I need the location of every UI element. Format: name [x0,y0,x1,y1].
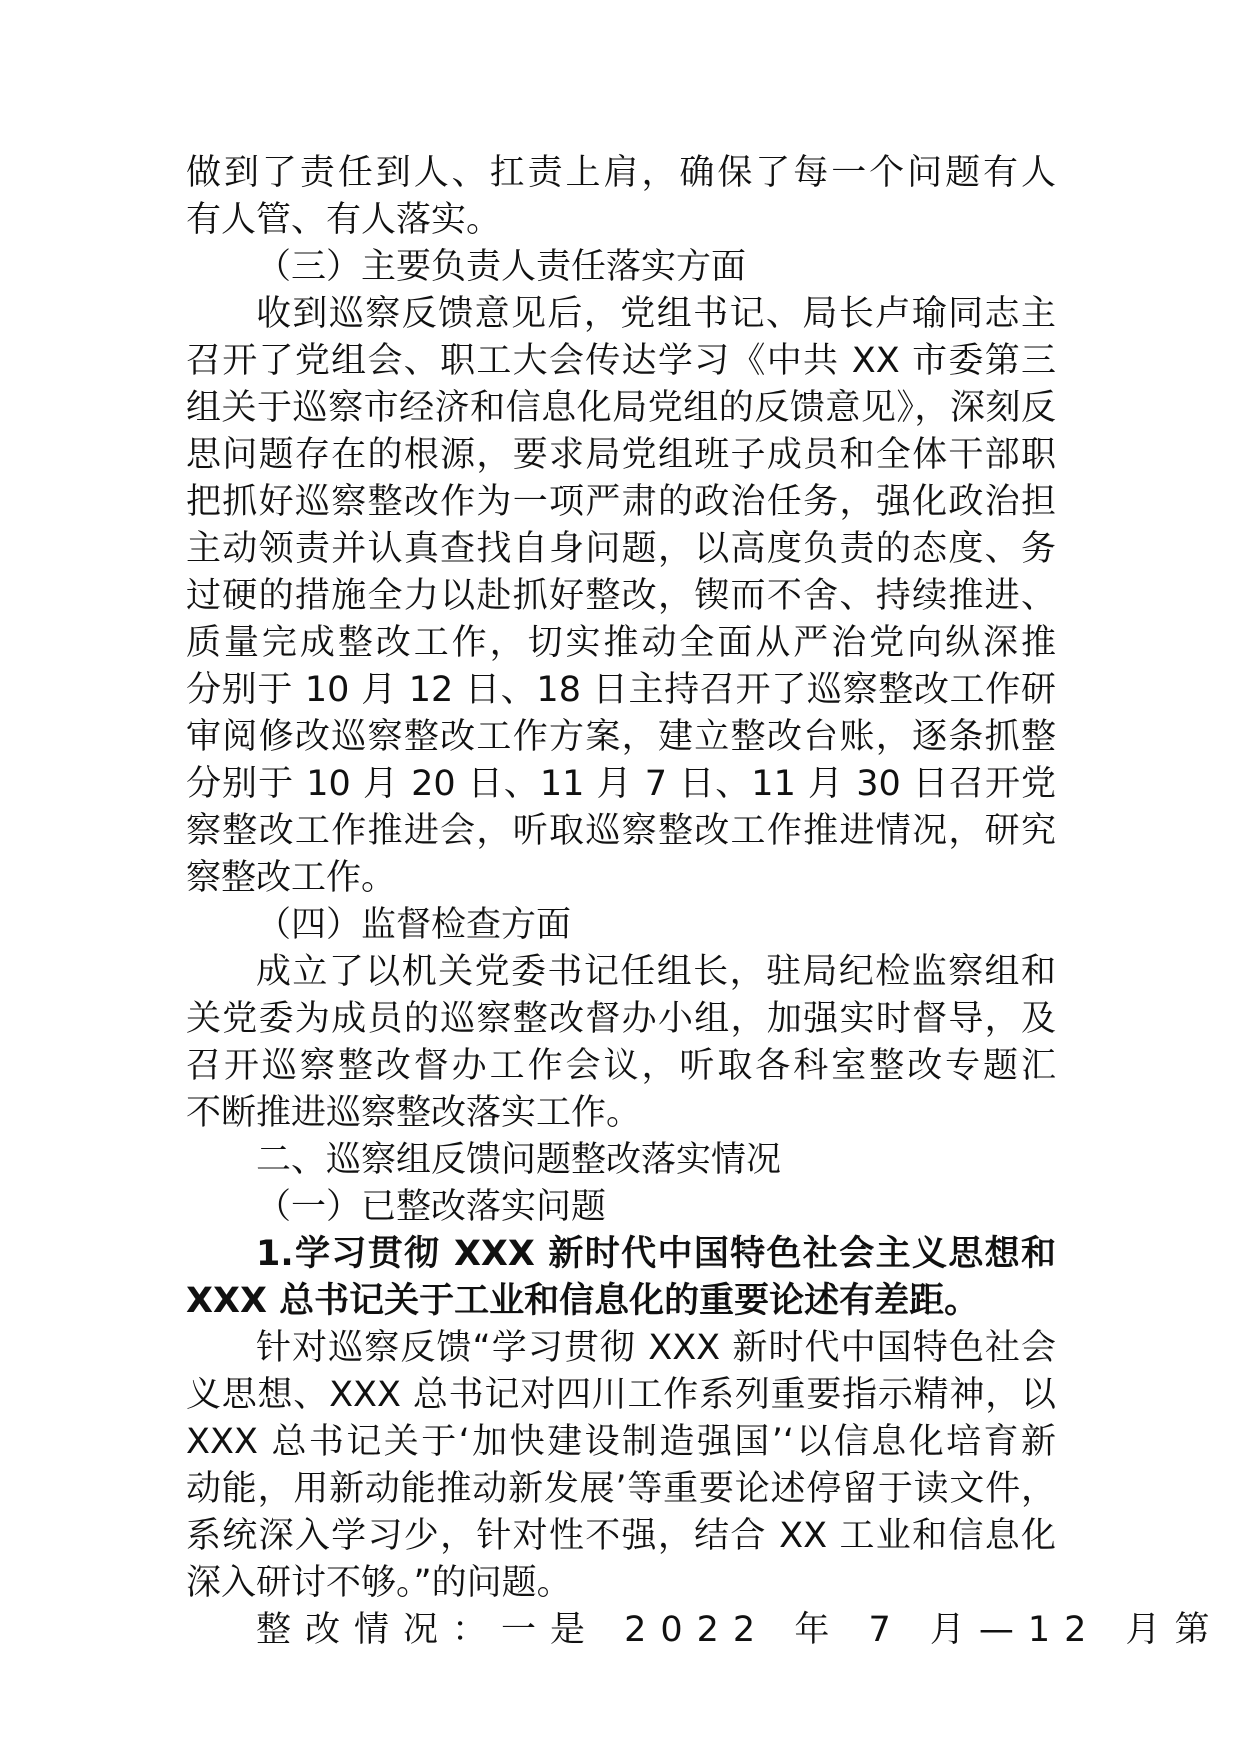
paragraph-line: 关党委为成员的巡察整改督办小组，加强实时督导，及 [186,999,1056,1039]
paragraph-line: 整改情况：一是 2022 年 7 月—12 月第 [256,1610,1224,1650]
paragraph-line: 过硬的措施全力以赴抓好整改，锲而不舍、持续推进、 [186,576,1056,616]
paragraph-line: 成立了以机关党委书记任组长，驻局纪检监察组和 [256,952,1056,992]
paragraph-line: 把抓好巡察整改作为一项严肃的政治任务，强化政治担 [186,482,1056,522]
paragraph-line: 召开了党组会、职工大会传达学习《中共 XX 市委第三 [186,341,1056,381]
paragraph-line: 针对巡察反馈“学习贯彻 XXX 新时代中国特色社会 [256,1328,1056,1368]
paragraph-line: XXX 总书记关于‘加快建设制造强国’‘以信息化培育新 [186,1422,1056,1462]
paragraph-line: 思问题存在的根源，要求局党组班子成员和全体干部职 [186,435,1056,475]
bold-heading-line: 1.学习贯彻 XXX 新时代中国特色社会主义思想和 [256,1234,1056,1274]
paragraph-line: 收到巡察反馈意见后，党组书记、局长卢瑜同志主 [256,294,1056,334]
document-page [186,150,1224,1654]
paragraph-line: 义思想、XXX 总书记对四川工作系列重要指示精神，以 [186,1375,1056,1415]
section-heading: （四）监督检查方面 [256,905,572,945]
paragraph-line: 动能，用新动能推动新发展’等重要论述停留于读文件， [186,1469,1056,1509]
paragraph-line: 质量完成整改工作，切实推动全面从严治党向纵深推 [186,623,1056,663]
section-heading: （三）主要负责人责任落实方面 [256,247,747,287]
section-heading: （一）已整改落实问题 [256,1187,607,1227]
chapter-heading: 二、巡察组反馈问题整改落实情况 [256,1140,782,1180]
paragraph-line: 深入研讨不够。”的问题。 [186,1563,572,1603]
paragraph-line: 做到了责任到人、扛责上肩，确保了每一个问题有人 [186,153,1056,193]
paragraph-line: 审阅修改巡察整改工作方案，建立整改台账，逐条抓整 [186,717,1056,757]
paragraph-line: 不断推进巡察整改落实工作。 [186,1093,642,1133]
paragraph-line: 分别于 10 月 12 日、18 日主持召开了巡察整改工作研 [186,670,1056,710]
paragraph-line: 察整改工作推进会，听取巡察整改工作推进情况，研究 [186,811,1056,851]
paragraph-line: 召开巡察整改督办工作会议，听取各科室整改专题汇 [186,1046,1056,1086]
paragraph-line: 组关于巡察市经济和信息化局党组的反馈意见》，深刻反 [186,388,1056,428]
bold-heading-line: XXX 总书记关于工业和信息化的重要论述有差距。 [186,1281,980,1321]
paragraph-line: 分别于 10 月 20 日、11 月 7 日、11 月 30 日召开党 [186,764,1056,804]
paragraph-line: 主动领责并认真查找自身问题，以高度负责的态度、务 [186,529,1056,569]
paragraph-line: 有人管、有人落实。 [186,200,502,240]
paragraph-line: 系统深入学习少，针对性不强，结合 XX 工业和信息化 [186,1516,1056,1556]
paragraph-line: 察整改工作。 [186,858,397,898]
